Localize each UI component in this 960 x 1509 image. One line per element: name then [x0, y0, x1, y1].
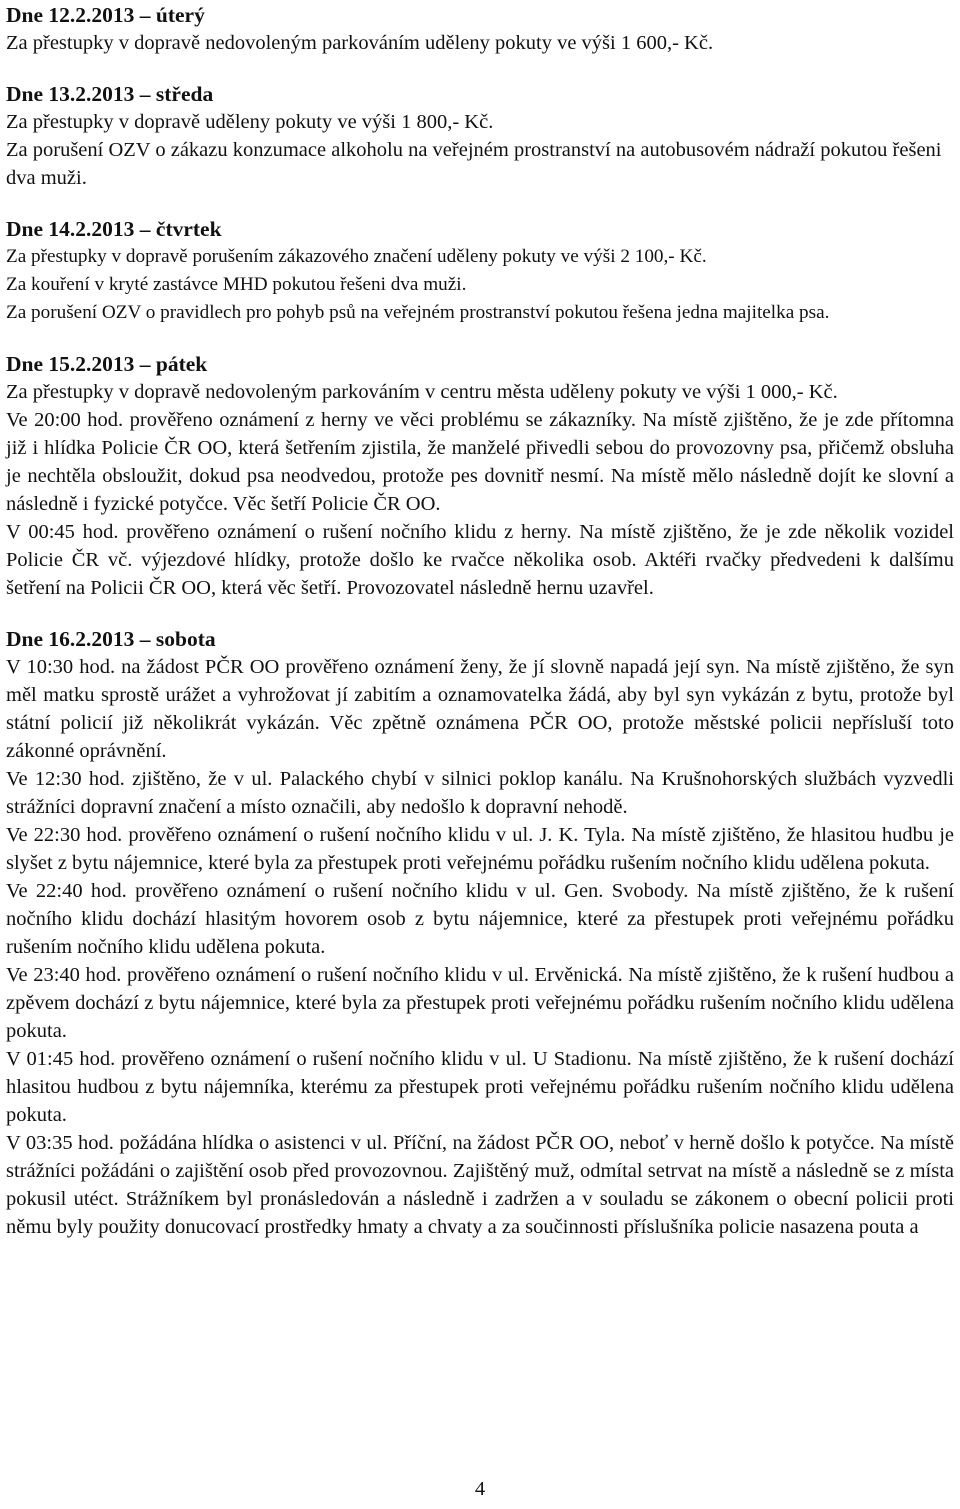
entry-paragraph: Za porušení OZV o pravidlech pro pohyb psů na veřejném prostranství pokutou řešena jedna majitelka psa. — [6, 302, 830, 323]
entry-paragraph: Ve 22:30 hod. prověřeno oznámení o rušení nočního klidu v ul. J. K. Tyla. Na místě zjištěno, že hlasitou hudbu je slyšet z bytu nájemnice, které byla za přestupek proti veřejnému pořádku rušením nočního klidu udělena pokuta. — [6, 824, 954, 874]
entry-paragraph: Za přestupky v dopravě uděleny pokuty ve výši 1 800,- Kč. — [6, 111, 494, 133]
entry-paragraph: Ve 20:00 hod. prověřeno oznámení z herny ve věci problému se zákazníky. Na místě zjištěno, že je zde přítomna již i hlídka Policie ČR OO, která šetřením zjistila, že manželé přivedli sebou do provozovny psa, přičemž obsluha je nechtěla obsloužit, dokud psa neodvedou, protože pes dovnitř nesmí. Na místě mělo následně dojít ke slovní a následně i fyzické potyčce. Věc šetří Policie ČR OO. — [6, 409, 954, 515]
entry-date-heading: Dne 16.2.2013 – sobota — [6, 627, 216, 651]
entry-date-heading: Dne 12.2.2013 – úterý — [6, 3, 205, 27]
entry-paragraph: V 03:35 hod. požádána hlídka o asistenci v ul. Příční, na žádost PČR OO, neboť v herně došlo k potyčce. Na místě strážníci požádáni o zajištění osob před provozovnou. Zajištěný muž, odmítal setrvat na místě a následně se z místa pokusil utéct. Strážníkem byl pronásledován a následně i zadržen a v souladu se zákonem o obecní policii proti němu byly použity donucovací prostředky hmaty a chvaty a za součinnosti příslušníka policie nasazena pouta a — [6, 1132, 954, 1238]
entry-paragraph: Za přestupky v dopravě nedovoleným parkováním uděleny pokuty ve výši 1 600,- Kč. — [6, 32, 714, 54]
entry-paragraph: Za přestupky v dopravě nedovoleným parkováním v centru města uděleny pokuty ve výši 1 000,- Kč. — [6, 381, 838, 403]
day-entry-13-2 — [6, 80, 954, 192]
page-number: 4 — [474, 1478, 486, 1500]
entry-date-heading: Dne 14.2.2013 – čtvrtek — [6, 217, 222, 241]
day-entry-12-2 — [6, 1, 954, 57]
entry-date-heading: Dne 15.2.2013 – pátek — [6, 352, 208, 376]
entry-paragraph: V 01:45 hod. prověřeno oznámení o rušení nočního klidu v ul. U Stadionu. Na místě zjištěno, že k rušení dochází hlasitou hudbou z bytu nájemníka, kterému za přestupek proti veřejnému pořádku rušením nočního klidu udělena pokuta. — [6, 1048, 954, 1126]
entry-paragraph: Ve 23:40 hod. prověřeno oznámení o rušení nočního klidu v ul. Ervěnická. Na místě zjištěno, že k rušení hudbou a zpěvem dochází z bytu nájemnice, které byla za přestupek proti veřejnému pořádku rušením nočního klidu udělena pokuta. — [6, 964, 954, 1042]
day-entry-15-2 — [6, 350, 954, 602]
day-entry-14-2 — [6, 215, 954, 327]
entry-paragraph: Ve 22:40 hod. prověřeno oznámení o rušení nočního klidu v ul. Gen. Svobody. Na místě zjištěno, že k rušení nočního klidu dochází hlasitým hovorem osob z bytu nájemnice, které za přestupek proti veřejnému pořádku rušením nočního klidu udělena pokuta. — [6, 880, 954, 958]
entry-date-heading: Dne 13.2.2013 – středa — [6, 82, 214, 106]
entry-paragraph: V 10:30 hod. na žádost PČR OO prověřeno oznámení ženy, že jí slovně napadá její syn. Na místě zjištěno, že syn měl matku sprostě urážet a vyhrožovat jí zabitím a oznamovatelka žádá, aby byl syn vykázán z bytu, protože byl státní policií již několikrát vykázán. Věc zpětně oznámena PČR OO, protože městské policii nepřísluší toto zákonné oprávnění. — [6, 656, 954, 762]
entry-paragraph: Za kouření v kryté zastávce MHD pokutou řešeni dva muži. — [6, 274, 467, 295]
entry-paragraph: V 00:45 hod. prověřeno oznámení o rušení nočního klidu z herny. Na místě zjištěno, že je zde několik vozidel Policie ČR vč. výjezdové hlídky, protože došlo ke rvačce několika osob. Aktéři rvačky předvedeni k dalšímu šetření na Policii ČR OO, která věc šetří. Provozovatel následně hernu uzavřel. — [6, 521, 954, 599]
entry-paragraph: Ve 12:30 hod. zjištěno, že v ul. Palackého chybí v silnici poklop kanálu. Na Krušnohorských službách vyzvedli strážníci dopravní značení a místo označili, aby nedošlo k dopravní nehodě. — [6, 768, 954, 818]
document-page — [6, 1, 954, 1241]
entry-paragraph: Za přestupky v dopravě porušením zákazového značení uděleny pokuty ve výši 2 100,- Kč. — [6, 246, 707, 267]
day-entry-16-2 — [6, 625, 954, 1241]
entry-paragraph: Za porušení OZV o zákazu konzumace alkoholu na veřejném prostranství na autobusovém nádraží pokutou řešeni dva muži. — [6, 139, 942, 189]
